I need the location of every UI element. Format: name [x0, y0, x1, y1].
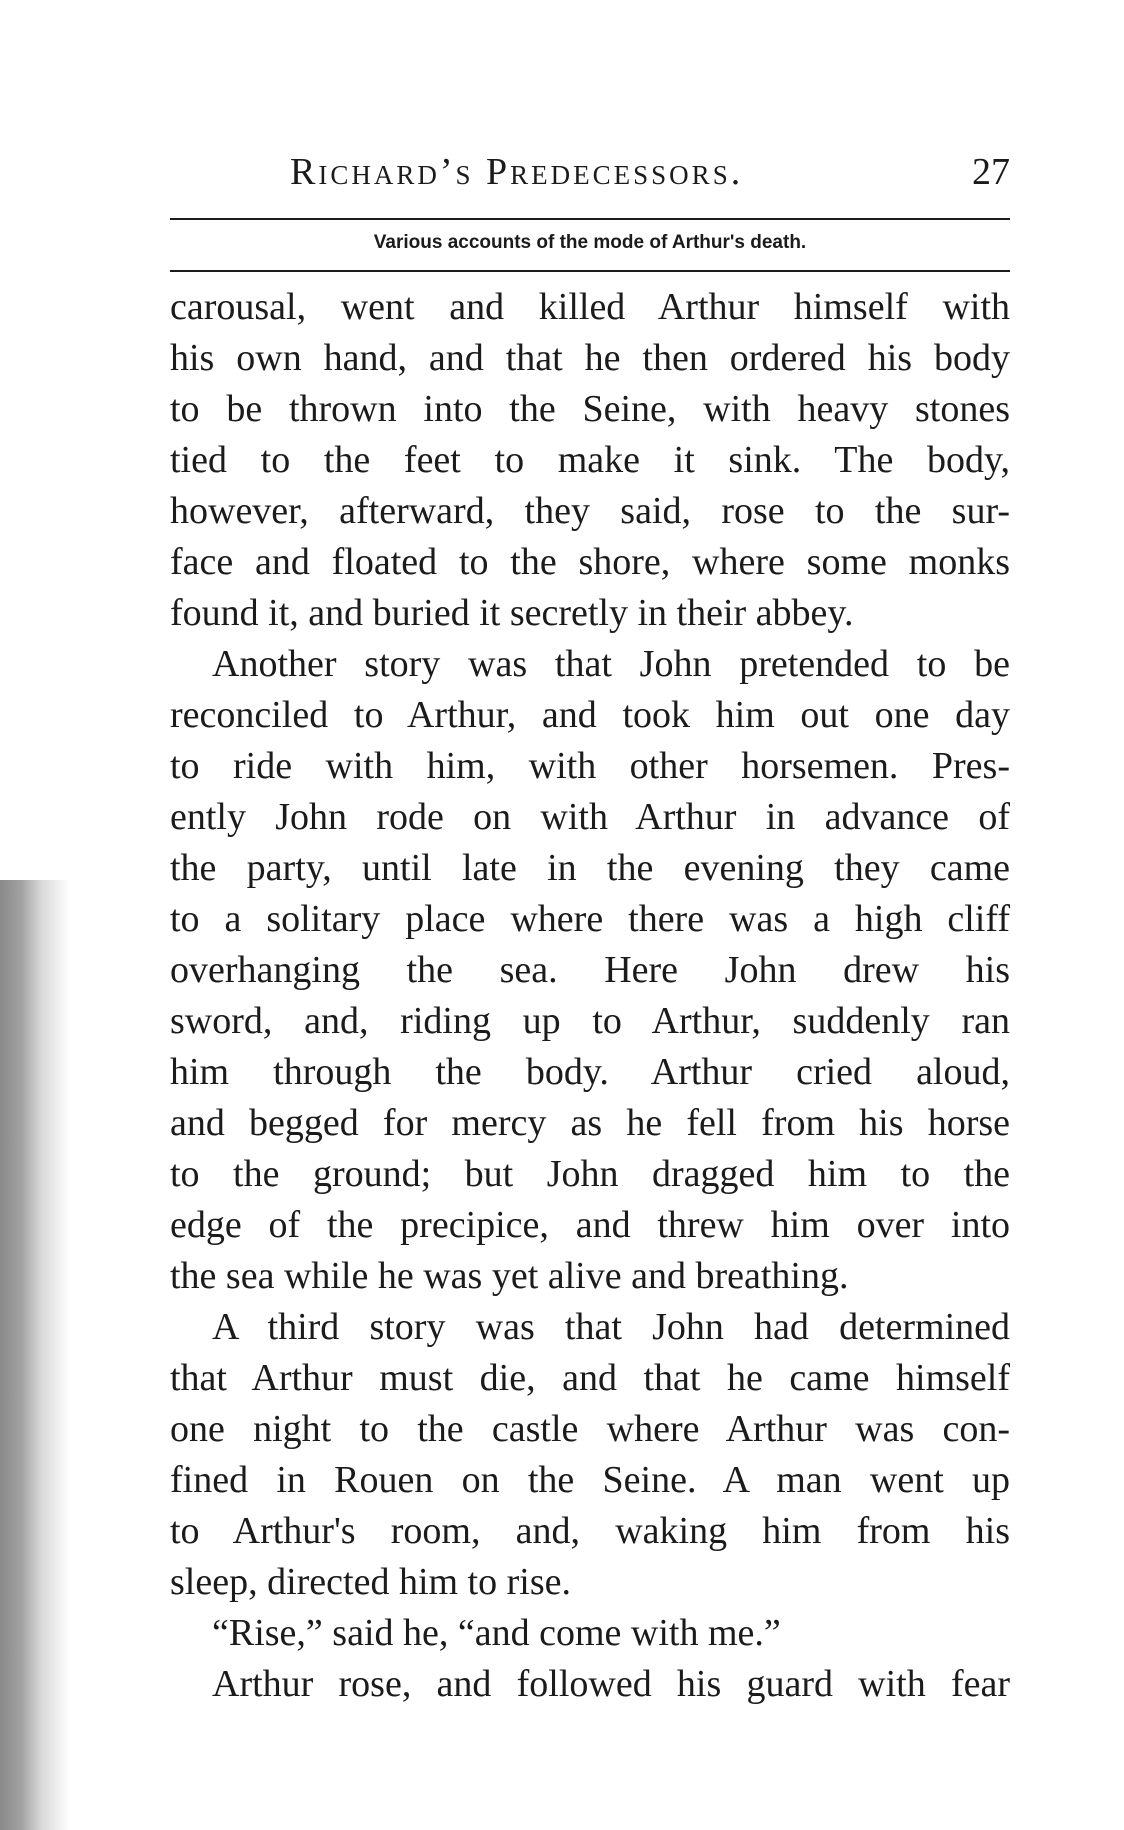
text-line: sword, and, riding up to Arthur, suddenly ran [170, 1000, 1010, 1042]
text-line: tied to the feet to make it sink. The body, [170, 439, 1010, 481]
text-line: ently John rode on with Arthur in advance of [170, 796, 1010, 838]
header-rule-bottom [170, 270, 1010, 272]
text-line: the party, until late in the evening they came [170, 847, 1010, 889]
text-line: sleep, directed him to rise. [170, 1561, 571, 1603]
text-line: to Arthur's room, and, waking him from his [170, 1510, 1010, 1552]
text-line: face and floated to the shore, where some monks [170, 541, 1010, 583]
running-title: Richard’s Predecessors. [290, 151, 744, 193]
paragraph-start-line: A third story was that John had determined [212, 1306, 1010, 1348]
text-line: to the ground; but John dragged him to the [170, 1153, 1010, 1195]
text-line: found it, and buried it secretly in their abbey. [170, 592, 854, 634]
text-line: one night to the castle where Arthur was con- [170, 1408, 1010, 1450]
text-line: his own hand, and that he then ordered his body [170, 337, 1010, 379]
page-edge-shadow [0, 880, 70, 1830]
paragraph-start-line: “Rise,” said he, “and come with me.” [212, 1612, 781, 1654]
paragraph-start-line: Another story was that John pretended to be [212, 643, 1010, 685]
text-line: edge of the precipice, and threw him over into [170, 1204, 1010, 1246]
text-line: to ride with him, with other horsemen. Pres- [170, 745, 1010, 787]
text-line: the sea while he was yet alive and breathing. [170, 1255, 849, 1297]
section-subheading: Various accounts of the mode of Arthur's death. [373, 232, 807, 253]
page-number: 27 [972, 151, 1010, 193]
text-line: reconciled to Arthur, and took him out one day [170, 694, 1010, 736]
text-line: to be thrown into the Seine, with heavy stones [170, 388, 1010, 430]
text-line: overhanging the sea. Here John drew his [170, 949, 1010, 991]
body-text [170, 282, 1010, 1710]
text-line: him through the body. Arthur cried aloud, [170, 1051, 1010, 1093]
paragraph-start-line: Arthur rose, and followed his guard with fear [212, 1663, 1010, 1705]
text-line: carousal, went and killed Arthur himself with [170, 286, 1010, 328]
running-head [290, 150, 1010, 200]
text-line: however, afterward, they said, rose to the sur- [170, 490, 1010, 532]
text-line: that Arthur must die, and that he came himself [170, 1357, 1010, 1399]
text-line: and begged for mercy as he fell from his horse [170, 1102, 1010, 1144]
text-line: to a solitary place where there was a high cliff [170, 898, 1010, 940]
text-line: fined in Rouen on the Seine. A man went up [170, 1459, 1010, 1501]
header-rule-top [170, 218, 1010, 220]
